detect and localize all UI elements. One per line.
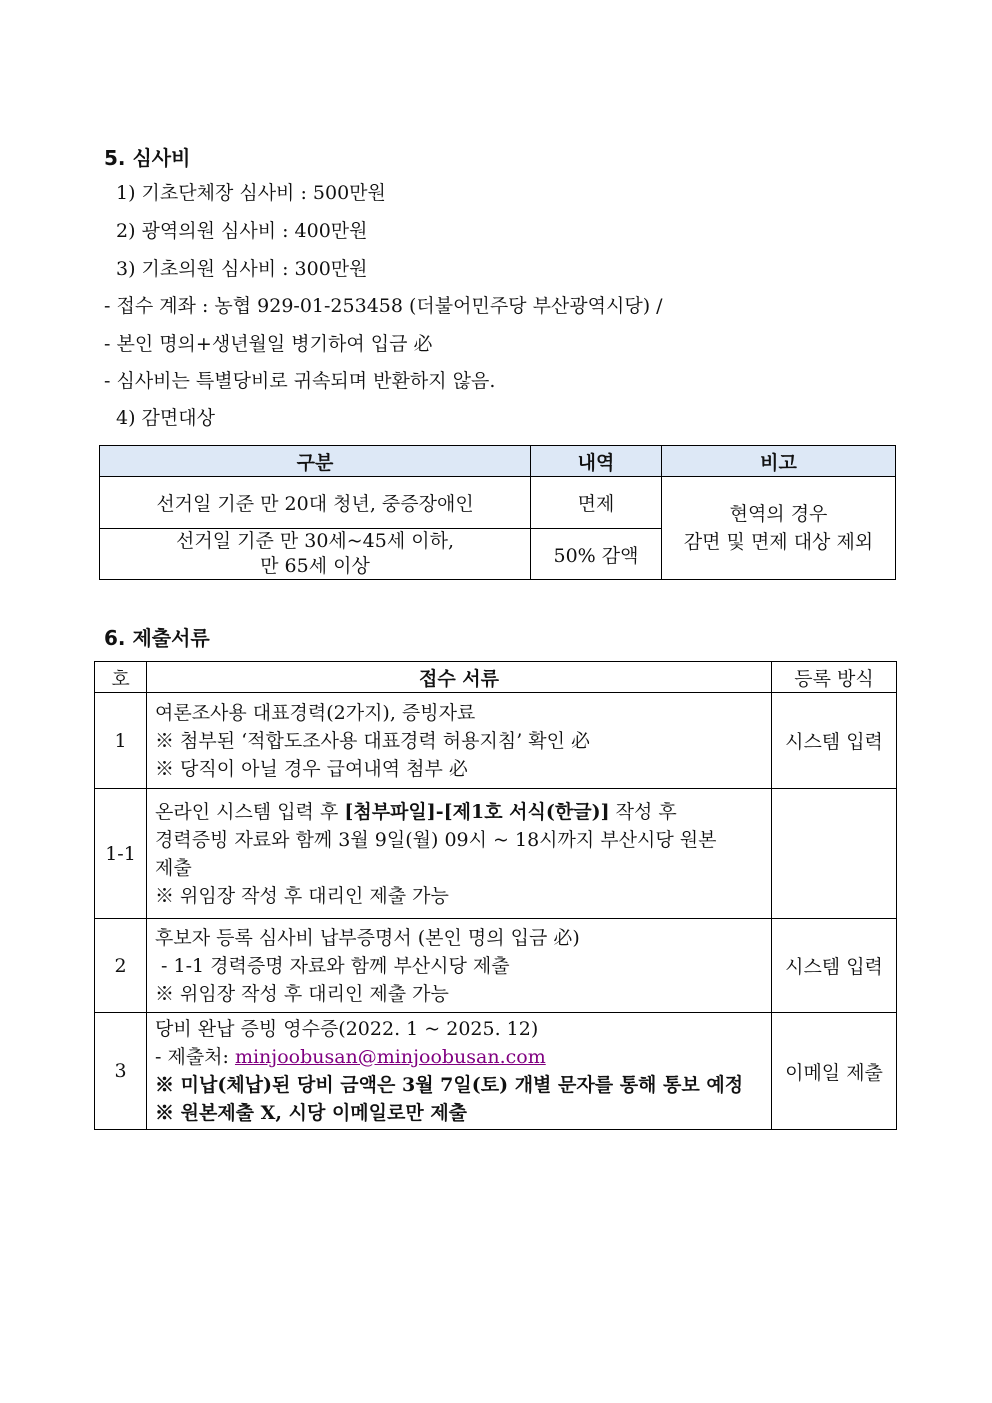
row-method: 시스템 입력 — [772, 919, 897, 1013]
row-no: 2 — [95, 919, 147, 1013]
reduction-category-1: 선거일 기준 만 20대 청년, 중증장애인 — [100, 477, 531, 529]
row-no: 1-1 — [95, 789, 147, 919]
category-2-line-2: 만 65세 이상 — [260, 555, 370, 577]
reduction-table — [99, 445, 896, 580]
doc-line — [155, 1043, 763, 1071]
refund-note: - 심사비는 특별당비로 귀속되며 반환하지 않음. — [104, 370, 496, 392]
table-row — [95, 693, 897, 789]
remark-line-2: 감면 및 면제 대상 제외 — [683, 531, 874, 553]
row-documents — [147, 789, 772, 919]
doc-text: 작성 후 — [609, 800, 677, 823]
col-header-no: 호 — [95, 662, 147, 693]
deposit-note: - 본인 명의+생년월일 병기하여 입금 必 — [104, 333, 433, 355]
row-documents — [147, 693, 772, 789]
doc-line: ※ 첨부된 ‘적합도조사용 대표경력 허용지침’ 확인 必 — [155, 729, 591, 752]
row-method: 시스템 입력 — [772, 693, 897, 789]
row-method: 이메일 제출 — [772, 1013, 897, 1130]
reduction-category-2 — [100, 529, 531, 580]
doc-line: - 1-1 경력증명 자료와 함께 부산시당 제출 — [155, 954, 510, 977]
row-method — [772, 789, 897, 919]
doc-line: 경력증빙 자료와 함께 3월 9일(월) 09시 ~ 18시까지 부산시당 원본 — [155, 828, 717, 851]
doc-line: ※ 당직이 아닐 경우 급여내역 첨부 必 — [155, 757, 468, 780]
row-no: 3 — [95, 1013, 147, 1130]
doc-text: 온라인 시스템 입력 후 — [155, 800, 345, 823]
table-row — [95, 1013, 897, 1130]
reduction-remark — [662, 477, 896, 580]
row-documents — [147, 1013, 772, 1130]
doc-line: ※ 위임장 작성 후 대리인 제출 가능 — [155, 884, 449, 907]
table-row — [95, 789, 897, 919]
fee-item-1: 1) 기초단체장 심사비 : 500만원 — [116, 182, 386, 204]
reduction-detail-2: 50% 감액 — [531, 529, 662, 580]
col-header-detail: 내역 — [531, 446, 662, 477]
category-2-line-1: 선거일 기준 만 30세~45세 이하, — [175, 530, 454, 552]
section5-heading: 5. 심사비 — [104, 146, 191, 170]
table-row — [95, 919, 897, 1013]
col-header-category: 구분 — [100, 446, 531, 477]
email-link[interactable]: minjoobusan@minjoobusan.com — [234, 1046, 546, 1068]
col-header-remark: 비고 — [662, 446, 896, 477]
doc-text: - 제출처: — [155, 1046, 235, 1068]
doc-line: ※ 원본제출 X, 시당 이메일로만 제출 — [155, 1102, 468, 1124]
section6-heading: 6. 제출서류 — [104, 626, 210, 650]
doc-line: 제출 — [155, 856, 192, 879]
doc-line: 후보자 등록 심사비 납부증명서 (본인 명의 입금 必) — [155, 926, 580, 949]
remark-line-1: 현역의 경우 — [729, 503, 828, 525]
col-header-documents: 접수 서류 — [147, 662, 772, 693]
documents-table — [94, 661, 897, 1130]
form-attachment-label: [첨부파일]-[제1호 서식(한글)] — [344, 800, 610, 823]
doc-line: ※ 위임장 작성 후 대리인 제출 가능 — [155, 982, 449, 1005]
doc-line — [155, 798, 763, 826]
doc-line: 여론조사용 대표경력(2가지), 증빙자료 — [155, 701, 476, 724]
fee-item-2: 2) 광역의원 심사비 : 400만원 — [116, 220, 368, 242]
doc-line: ※ 미납(체납)된 당비 금액은 3월 7일(토) 개별 문자를 통해 통보 예정 — [155, 1074, 744, 1096]
fee-item-4: 4) 감면대상 — [116, 407, 215, 429]
fee-item-3: 3) 기초의원 심사비 : 300만원 — [116, 258, 368, 280]
row-no: 1 — [95, 693, 147, 789]
reduction-detail-1: 면제 — [531, 477, 662, 529]
account-note: - 접수 계좌 : 농협 929-01-253458 (더불어민주당 부산광역시당) / — [104, 295, 663, 317]
doc-line: 당비 완납 증빙 영수증(2022. 1 ~ 2025. 12) — [155, 1018, 539, 1040]
col-header-method: 등록 방식 — [772, 662, 897, 693]
row-documents — [147, 919, 772, 1013]
